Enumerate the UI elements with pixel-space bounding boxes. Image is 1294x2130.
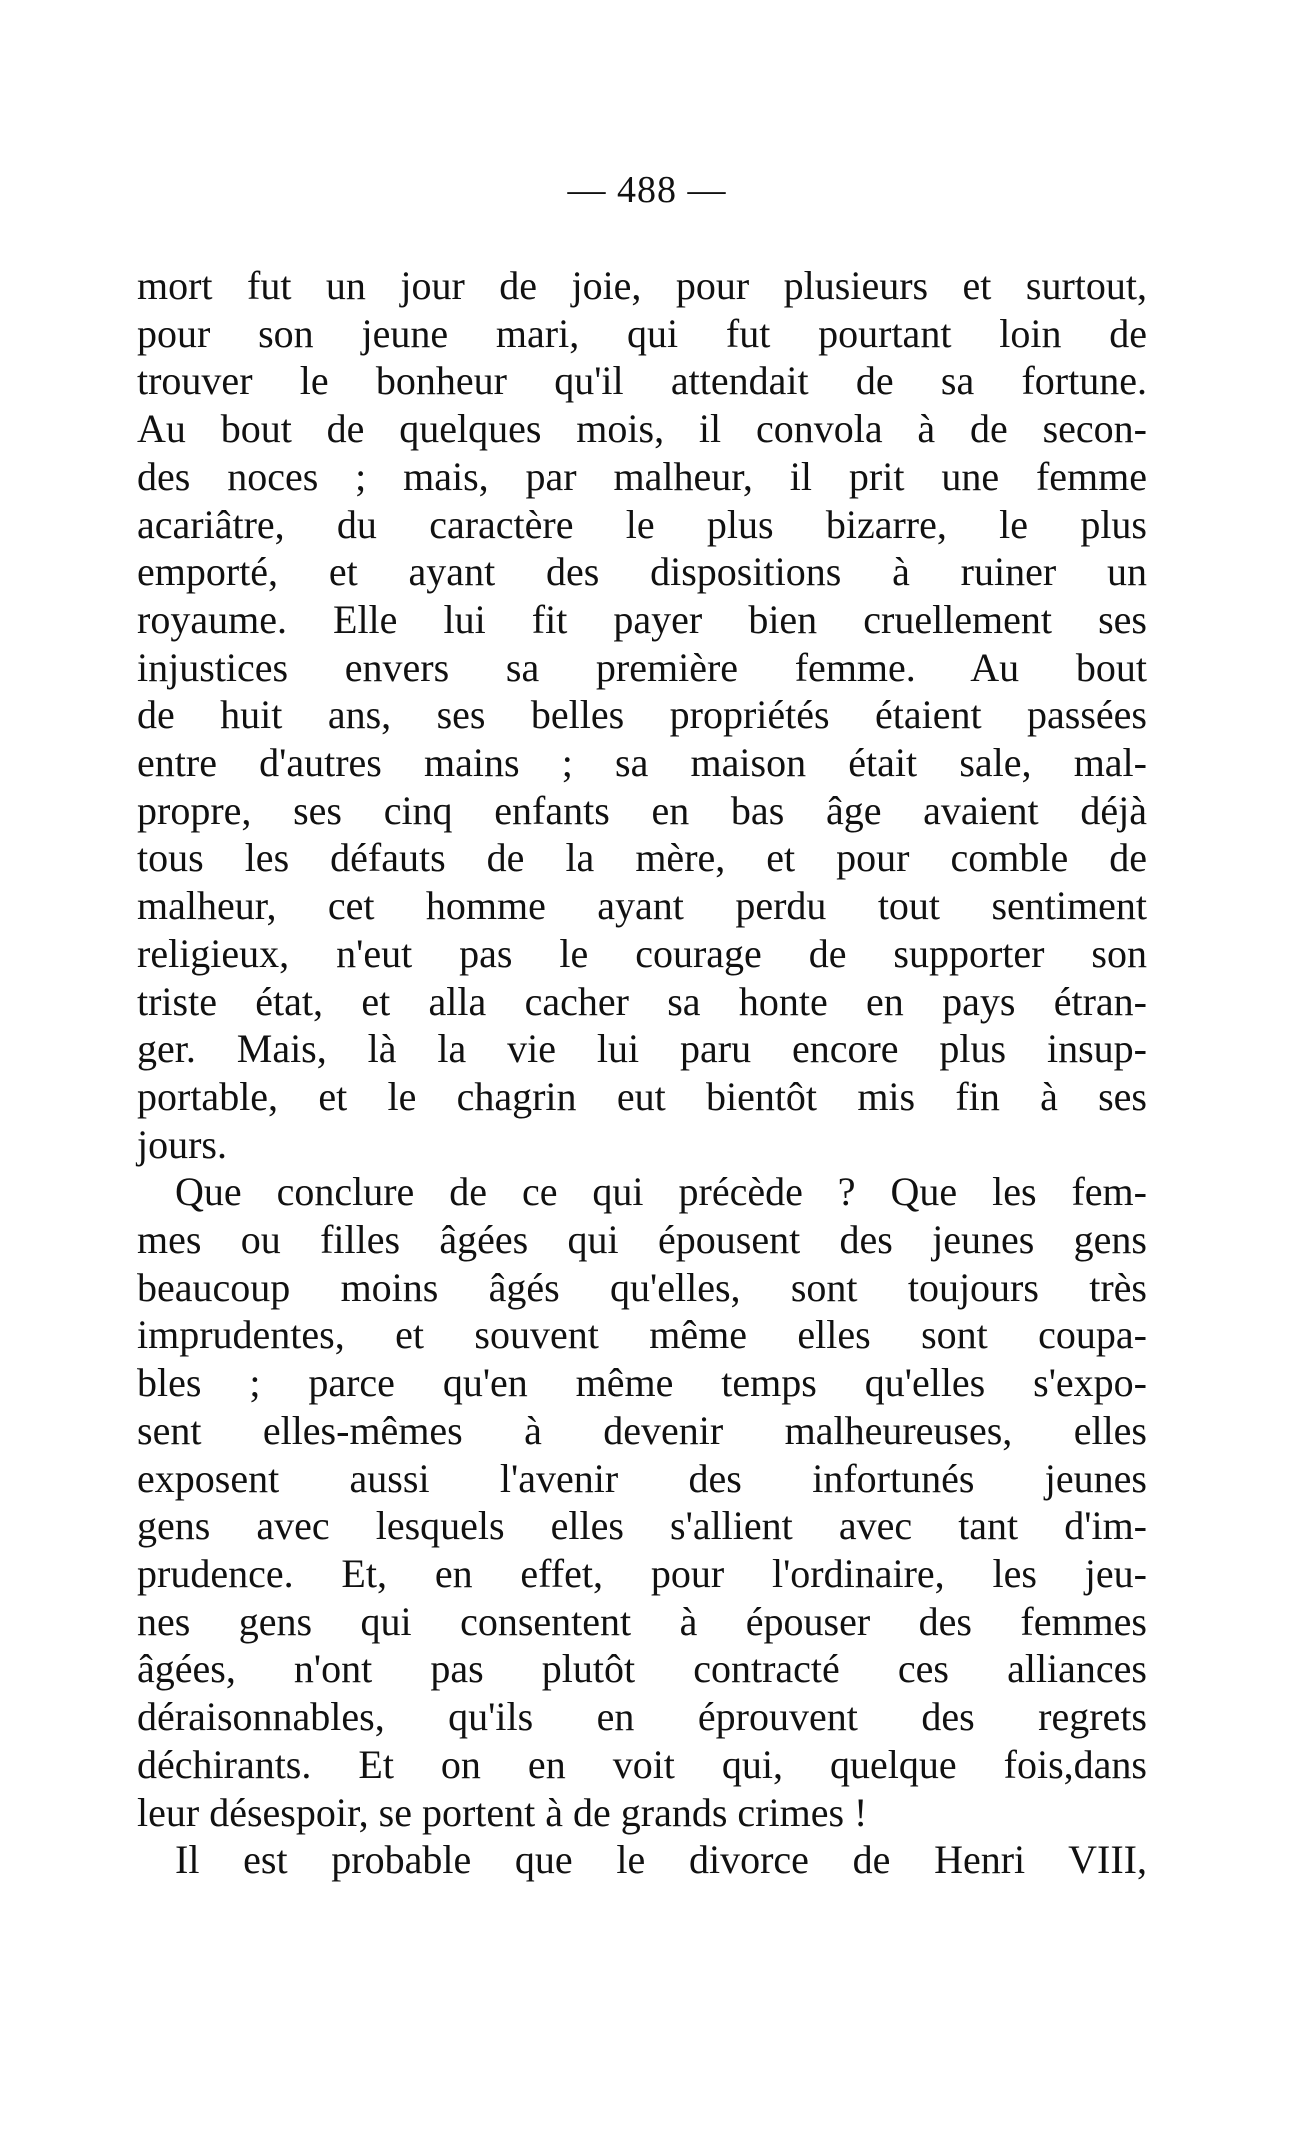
text-line: triste état, et alla cacher sa honte en pays étran- (137, 978, 1147, 1024)
text-line: prudence. Et, en effet, pour l'ordinaire, les jeu- (137, 1550, 1147, 1596)
text-line: déraisonnables, qu'ils en éprouvent des regrets (137, 1694, 1147, 1740)
text-line: Au bout de quelques mois, il convola à de secon- (137, 406, 1147, 452)
text-line: entre d'autres mains ; sa maison était sale, mal- (137, 740, 1147, 786)
text-line: religieux, n'eut pas le courage de supporter son (137, 930, 1147, 976)
text-line: déchirants. Et on en voit qui, quelque fois,dans (137, 1741, 1147, 1787)
text-line: gens avec lesquels elles s'allient avec tant d'im- (137, 1503, 1147, 1549)
text-line: imprudentes, et souvent même elles sont coupa- (137, 1312, 1147, 1358)
text-line: des noces ; mais, par malheur, il prit une femme (137, 453, 1147, 499)
text-line: jours. (137, 1121, 227, 1167)
text-line: âgées, n'ont pas plutôt contracté ces alliances (137, 1646, 1147, 1692)
text-line: sent elles-mêmes à devenir malheureuses, elles (137, 1407, 1147, 1453)
text-line: leur désespoir, se portent à de grands crimes ! (137, 1789, 868, 1835)
body-text (137, 262, 1147, 1884)
text-line: de huit ans, ses belles propriétés étaient passées (137, 692, 1147, 738)
text-line: mort fut un jour de joie, pour plusieurs et surtout, (137, 263, 1147, 308)
text-line: beaucoup moins âgés qu'elles, sont toujours très (137, 1264, 1147, 1310)
text-line: portable, et le chagrin eut bientôt mis fin à ses (137, 1073, 1147, 1119)
text-line: tous les défauts de la mère, et pour comble de (137, 835, 1147, 881)
text-line: royaume. Elle lui fit payer bien cruellement ses (137, 596, 1147, 642)
text-line: trouver le bonheur qu'il attendait de sa fortune. (137, 358, 1147, 404)
page-number: — 488 — (567, 169, 727, 211)
paragraph-start-line: Que conclure de ce qui précède ? Que les fem- (175, 1169, 1147, 1215)
text-line: injustices envers sa première femme. Au bout (137, 644, 1147, 690)
text-line: emporté, et ayant des dispositions à ruiner un (137, 549, 1147, 595)
text-line: propre, ses cinq enfants en bas âge avaient déjà (137, 787, 1147, 833)
text-line: nes gens qui consentent à épouser des femmes (137, 1598, 1147, 1644)
text-line: bles ; parce qu'en même temps qu'elles s'expo- (137, 1360, 1147, 1406)
text-line: malheur, cet homme ayant perdu tout sentiment (137, 883, 1147, 929)
text-line: exposent aussi l'avenir des infortunés jeunes (137, 1455, 1147, 1501)
paragraph-start-line: Il est probable que le divorce de Henri VIII, (175, 1837, 1147, 1883)
text-line: mes ou filles âgées qui épousent des jeunes gens (137, 1217, 1147, 1263)
text-line: pour son jeune mari, qui fut pourtant loin de (137, 310, 1147, 356)
text-line: ger. Mais, là la vie lui paru encore plus insup- (137, 1026, 1147, 1072)
text-line: acariâtre, du caractère le plus bizarre, le plus (137, 501, 1147, 547)
